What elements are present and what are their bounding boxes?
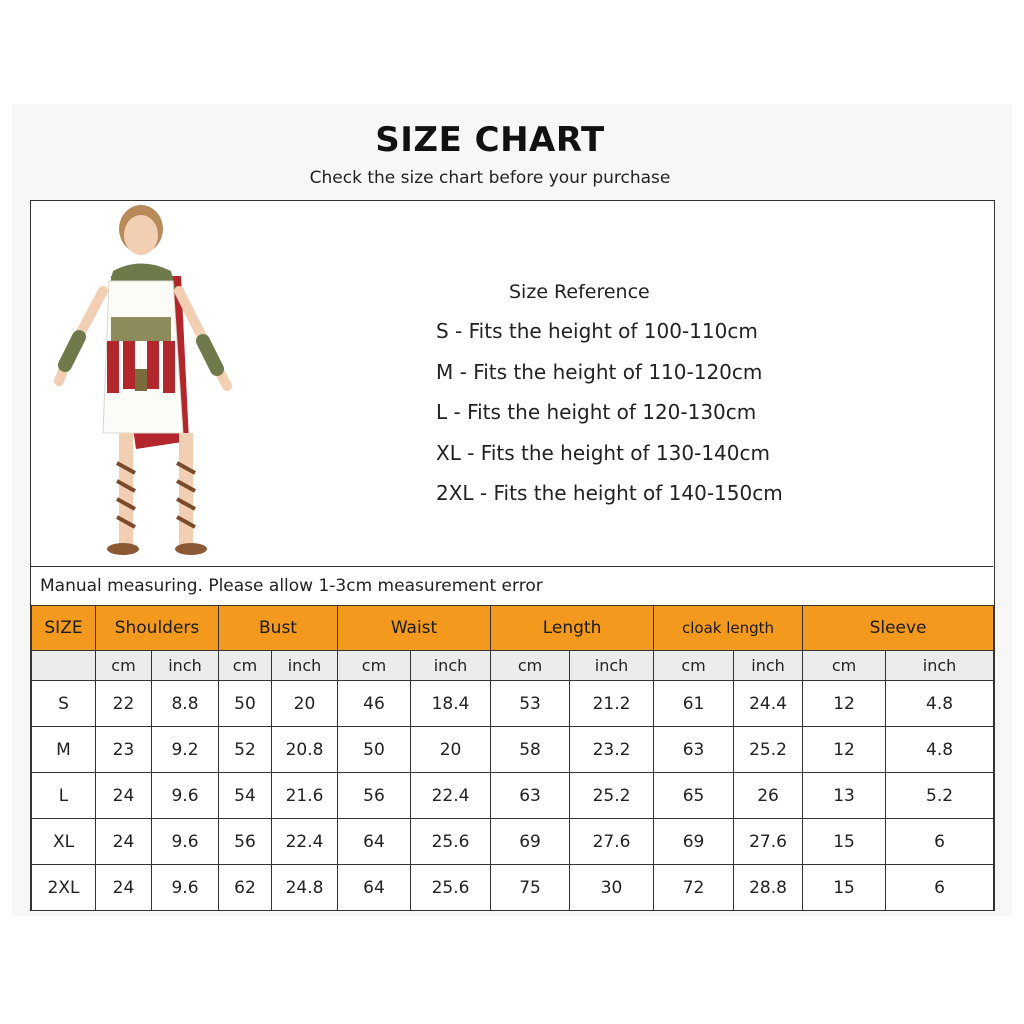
measurement-cell: 18.4 bbox=[411, 681, 491, 727]
page-title: SIZE CHART bbox=[375, 120, 605, 160]
measurement-cell: 75 bbox=[491, 865, 570, 911]
header-sleeve: Sleeve bbox=[803, 606, 994, 651]
measurement-cell: 12 bbox=[803, 681, 886, 727]
measurement-cell: 4.8 bbox=[886, 681, 994, 727]
table-row bbox=[32, 865, 994, 911]
measurement-cell: 64 bbox=[338, 819, 411, 865]
measurement-cell: 5.2 bbox=[886, 773, 994, 819]
measurement-cell: 9.6 bbox=[152, 819, 219, 865]
measurement-cell: 22.4 bbox=[272, 819, 338, 865]
measurement-cell: 25.6 bbox=[411, 819, 491, 865]
measurement-note: Manual measuring. Please allow 1-3cm measurement error bbox=[40, 576, 543, 596]
measurement-cell: 25.2 bbox=[570, 773, 654, 819]
unit-cell: inch bbox=[570, 651, 654, 681]
measurement-cell: 53 bbox=[491, 681, 570, 727]
measurement-cell: 4.8 bbox=[886, 727, 994, 773]
measurement-cell: 56 bbox=[219, 819, 272, 865]
measurement-cell: 24.4 bbox=[734, 681, 803, 727]
measurement-cell: 15 bbox=[803, 865, 886, 911]
measurement-cell: 30 bbox=[570, 865, 654, 911]
measurement-cell: 65 bbox=[654, 773, 734, 819]
measurement-cell: 9.6 bbox=[152, 773, 219, 819]
size-reference-line: 2XL - Fits the height of 140-150cm bbox=[436, 481, 783, 505]
size-reference-line: M - Fits the height of 110-120cm bbox=[436, 360, 763, 384]
size-reference-heading: Size Reference bbox=[509, 281, 650, 303]
page-subtitle: Check the size chart before your purchase bbox=[309, 168, 671, 188]
measurement-cell: 23 bbox=[96, 727, 152, 773]
table-row bbox=[32, 773, 994, 819]
unit-cell: cm bbox=[654, 651, 734, 681]
size-label-cell: S bbox=[32, 681, 96, 727]
measurement-cell: 8.8 bbox=[152, 681, 219, 727]
size-reference-line: S - Fits the height of 100-110cm bbox=[436, 319, 758, 343]
unit-cell: inch bbox=[734, 651, 803, 681]
measurement-cell: 25.6 bbox=[411, 865, 491, 911]
measurement-cell: 46 bbox=[338, 681, 411, 727]
measurement-cell: 13 bbox=[803, 773, 886, 819]
measurement-cell: 24.8 bbox=[272, 865, 338, 911]
measurement-cell: 22 bbox=[96, 681, 152, 727]
table-header-row bbox=[32, 606, 994, 651]
header-shoulders: Shoulders bbox=[96, 606, 219, 651]
measurement-cell: 20 bbox=[272, 681, 338, 727]
measurement-cell: 6 bbox=[886, 865, 994, 911]
size-chart-frame bbox=[30, 200, 995, 911]
measurement-cell: 24 bbox=[96, 819, 152, 865]
measurement-cell: 63 bbox=[491, 773, 570, 819]
size-reference-line: XL - Fits the height of 130-140cm bbox=[436, 441, 770, 465]
table-row bbox=[32, 681, 994, 727]
measurement-cell: 64 bbox=[338, 865, 411, 911]
size-label-cell: L bbox=[32, 773, 96, 819]
header-length: Length bbox=[491, 606, 654, 651]
measurement-cell: 52 bbox=[219, 727, 272, 773]
measurement-cell: 72 bbox=[654, 865, 734, 911]
measurement-cell: 58 bbox=[491, 727, 570, 773]
unit-cell: inch bbox=[886, 651, 994, 681]
unit-cell: inch bbox=[152, 651, 219, 681]
header-size: SIZE bbox=[32, 606, 96, 651]
unit-cell: inch bbox=[272, 651, 338, 681]
measurement-cell: 27.6 bbox=[734, 819, 803, 865]
measurement-cell: 50 bbox=[219, 681, 272, 727]
measurement-cell: 28.8 bbox=[734, 865, 803, 911]
size-reference-box bbox=[31, 201, 993, 566]
unit-cell: inch bbox=[411, 651, 491, 681]
measurement-cell: 24 bbox=[96, 865, 152, 911]
header-bust: Bust bbox=[219, 606, 338, 651]
measurement-cell: 25.2 bbox=[734, 727, 803, 773]
measurement-cell: 12 bbox=[803, 727, 886, 773]
measurement-cell: 23.2 bbox=[570, 727, 654, 773]
unit-cell: cm bbox=[803, 651, 886, 681]
measurement-cell: 9.6 bbox=[152, 865, 219, 911]
size-table bbox=[31, 605, 994, 911]
unit-cell bbox=[32, 651, 96, 681]
table-row bbox=[32, 819, 994, 865]
table-row bbox=[32, 727, 994, 773]
measurement-cell: 50 bbox=[338, 727, 411, 773]
measurement-cell: 69 bbox=[491, 819, 570, 865]
measurement-cell: 15 bbox=[803, 819, 886, 865]
header-cloak-length: cloak length bbox=[654, 606, 803, 651]
measurement-cell: 20 bbox=[411, 727, 491, 773]
header-waist: Waist bbox=[338, 606, 491, 651]
unit-cell: cm bbox=[96, 651, 152, 681]
unit-cell: cm bbox=[219, 651, 272, 681]
measurement-cell: 21.6 bbox=[272, 773, 338, 819]
measurement-cell: 63 bbox=[654, 727, 734, 773]
measurement-cell: 22.4 bbox=[411, 773, 491, 819]
costume-model-photo bbox=[31, 201, 251, 566]
measurement-cell: 69 bbox=[654, 819, 734, 865]
measurement-cell: 27.6 bbox=[570, 819, 654, 865]
measurement-cell: 9.2 bbox=[152, 727, 219, 773]
measurement-cell: 62 bbox=[219, 865, 272, 911]
measurement-cell: 24 bbox=[96, 773, 152, 819]
unit-cell: cm bbox=[338, 651, 411, 681]
size-label-cell: M bbox=[32, 727, 96, 773]
size-reference-line: L - Fits the height of 120-130cm bbox=[436, 400, 757, 424]
measurement-cell: 61 bbox=[654, 681, 734, 727]
unit-cell: cm bbox=[491, 651, 570, 681]
size-label-cell: 2XL bbox=[32, 865, 96, 911]
measurement-note-row bbox=[31, 566, 993, 606]
unit-row bbox=[32, 651, 994, 681]
size-label-cell: XL bbox=[32, 819, 96, 865]
measurement-cell: 21.2 bbox=[570, 681, 654, 727]
measurement-cell: 56 bbox=[338, 773, 411, 819]
measurement-cell: 20.8 bbox=[272, 727, 338, 773]
measurement-cell: 54 bbox=[219, 773, 272, 819]
measurement-cell: 6 bbox=[886, 819, 994, 865]
measurement-cell: 26 bbox=[734, 773, 803, 819]
